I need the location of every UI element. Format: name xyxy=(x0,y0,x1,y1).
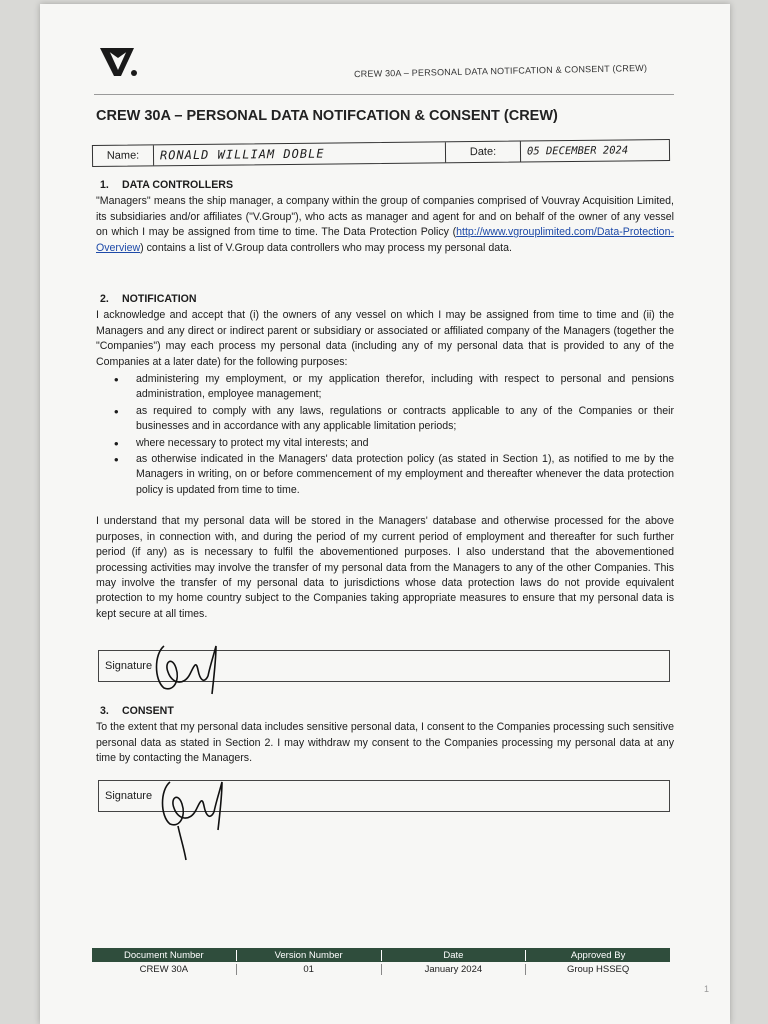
document-page xyxy=(40,4,730,1024)
header-reference: CREW 30A – PERSONAL DATA NOTIFCATION & CONSENT (CREW) xyxy=(353,62,648,80)
page-title: CREW 30A – PERSONAL DATA NOTIFCATION & CONSENT (CREW) xyxy=(96,108,558,124)
purposes-list xyxy=(96,372,674,498)
footer-header-date: Date xyxy=(382,950,527,961)
handwritten-signature xyxy=(156,774,236,864)
handwritten-signature xyxy=(150,640,230,700)
document-footer xyxy=(92,948,670,976)
section-data-controllers xyxy=(96,178,674,256)
list-item: • where necessary to protect my vital interests; and xyxy=(136,436,674,451)
footer-doc-number: CREW 30A xyxy=(92,964,237,975)
section-heading: 1. DATA CONTROLLERS xyxy=(100,179,234,191)
section-body: "Managers" means the ship manager, a company within the group of companies comprised of Vouvray Acquisition Limited, its subsidiaries and/or affiliates ("V.Group"), who acts as manager and agent for and on behalf of the owner of any vessel on which I may be assigned from time to time. The Data Protection Policy (http://www.vgrouplimited.com/Data-Protection-Overview) contains a list of V.Group data controllers who may process my personal data. xyxy=(96,195,674,254)
section-heading: 2. NOTIFICATION xyxy=(100,293,197,305)
notification-paragraph: I understand that my personal data will be stored in the Managers' database and otherwise processed for the above purposes, in connection with, and during the period of my current period of employment and thereafter for such further period (if any) as is necessary to fulfil the abovementioned purposes. I also understand that the abovementioned processing activities may involve the transfer of my personal data from the Managers to any of the other Companies. This may involve the transfer of my personal data to jurisdictions whose data protection laws do not provide equivalent protection to my home country subject to the Companies taking appropriate measures to ensure that my personal data is kept secure at all times. xyxy=(96,515,674,620)
section-consent xyxy=(96,704,674,767)
name-label: Name: xyxy=(93,145,154,166)
list-item: • as required to comply with any laws, regulations or contracts applicable to any of the Companies or their businesses and in accordance with any applicable limitation periods; xyxy=(136,404,674,435)
name-date-row xyxy=(92,139,670,167)
consent-body: To the extent that my personal data includes sensitive personal data, I consent to the Companies processing such sensitive personal data as stated in Section 2. I may withdraw my consent to the Companies processing my personal data at any time by contacting the Managers. xyxy=(96,721,674,765)
footer-header-doc-number: Document Number xyxy=(92,950,237,961)
footer-header-approved-by: Approved By xyxy=(570,949,626,961)
header-divider xyxy=(94,94,674,95)
footer-approved-by: Group HSSEQ xyxy=(566,963,630,975)
date-field[interactable]: 05 DECEMBER 2024 xyxy=(526,144,629,158)
footer-header-row xyxy=(92,948,670,962)
date-label: Date: xyxy=(446,142,521,163)
list-item: • administering my employment, or my application therefor, including with respect to personal and pensions administration, employee management; xyxy=(136,372,674,403)
signature-label: Signature xyxy=(105,660,153,672)
footer-value-row xyxy=(92,962,670,976)
footer-date: January 2024 xyxy=(382,964,527,975)
page-number: 1 xyxy=(704,984,710,994)
section-notification xyxy=(96,292,674,622)
name-field[interactable]: RONALD WILLIAM DOBLE xyxy=(154,142,446,165)
section-heading: 3. CONSENT xyxy=(100,705,174,717)
notification-intro: I acknowledge and accept that (i) the owners of any vessel on which I may be assigned from time to time and (ii) the Managers and any direct or indirect parent or subsidiary or associated or affiliated company of the Managers (together the "Companies") may each process my personal data (including any of my personal data that is provided to any of the Companies at a later date) for the following purposes: xyxy=(96,309,674,368)
signature-label: Signature xyxy=(105,790,153,802)
footer-version: 01 xyxy=(237,964,382,975)
footer-header-version: Version Number xyxy=(237,950,382,961)
list-item: • as otherwise indicated in the Managers' data protection policy (as stated in Section 1), as notified to me by the Managers in writing, on or before commencement of my employment and thereafter whenever the data protection policy is updated from time to time. xyxy=(136,452,674,498)
data-protection-policy-link[interactable]: http://www.vgrouplimited.com/Data-Protection-Overview xyxy=(96,226,674,254)
vgroup-logo xyxy=(98,44,138,78)
